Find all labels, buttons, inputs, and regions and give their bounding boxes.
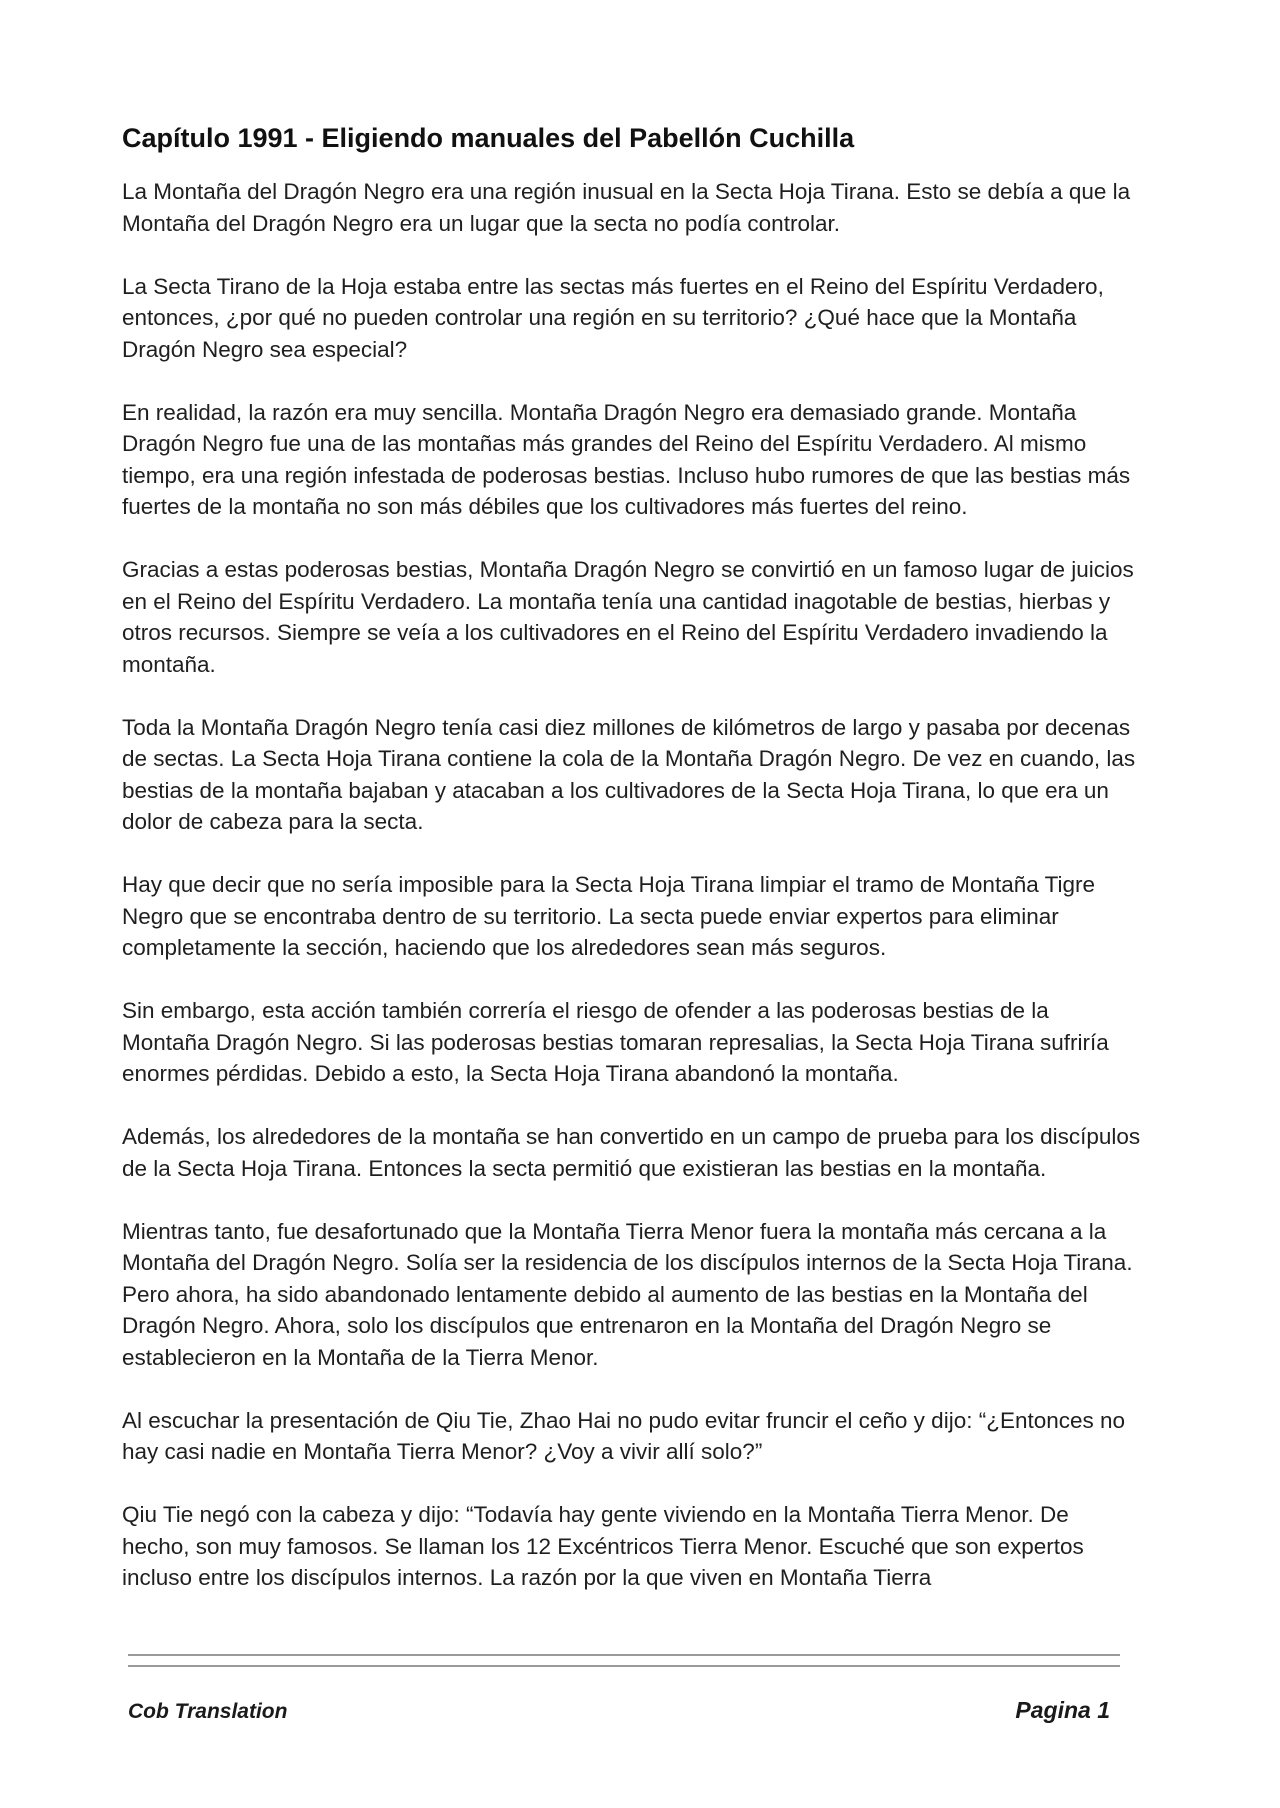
paragraph-7: Sin embargo, esta acción también correría el riesgo de ofender a las poderosas bestias de la Montaña Dragón Negro. Si las poderosas bestias tomaran represalias, la Secta Hoja Tirana sufriría enormes pérdidas. Debido a esto, la Secta Hoja Tirana abandonó la montaña.: [122, 998, 1109, 1086]
document-body: [122, 118, 1142, 1625]
footer-page-number: Pagina 1: [1015, 1697, 1110, 1723]
chapter-title: Capítulo 1991 - Eligiendo manuales del Pabellón Cuchilla: [122, 123, 855, 153]
paragraph-4: Gracias a estas poderosas bestias, Montaña Dragón Negro se convirtió en un famoso lugar de juicios en el Reino del Espíritu Verdadero. La montaña tenía una cantidad inagotable de bestias, hierbas y otros recursos. Siempre se veía a los cultivadores en el Reino del Espíritu Verdadero invadiendo la montaña.: [122, 557, 1134, 677]
footer-divider-top: [128, 1654, 1120, 1656]
paragraph-11: Qiu Tie negó con la cabeza y dijo: “Todavía hay gente viviendo en la Montaña Tierra Menor. De hecho, son muy famosos. Se llaman los 12 Excéntricos Tierra Menor. Escuché que son expertos incluso entre los discípulos internos. La razón por la que viven en Montaña Tierra: [122, 1502, 1084, 1590]
paragraph-2: La Secta Tirano de la Hoja estaba entre las sectas más fuertes en el Reino del Espíritu Verdadero, entonces, ¿por qué no pueden controlar una región en su territorio? ¿Qué hace que la Montaña Dragón Negro sea especial?: [122, 273, 1104, 362]
footer-translator-credit: Cob Translation: [128, 1700, 288, 1723]
paragraph-10: Al escuchar la presentación de Qiu Tie, Zhao Hai no pudo evitar fruncir el ceño y dijo: “¿Entonces no hay casi nadie en Montaña Tierra Menor? ¿Voy a vivir allí solo?”: [122, 1407, 1126, 1464]
paragraph-1: La Montaña del Dragón Negro era una región inusual en la Secta Hoja Tirana. Esto se debía a que la Montaña del Dragón Negro era un lugar que la secta no podía controlar.: [122, 179, 1131, 236]
paragraph-5: Toda la Montaña Dragón Negro tenía casi diez millones de kilómetros de largo y pasaba por decenas de sectas. La Secta Hoja Tirana contiene la cola de la Montaña Dragón Negro. De vez en cuando, las bestias de la montaña bajaban y atacaban a los cultivadores de la Secta Hoja Tirana, lo que era un dolor de cabeza para la secta.: [122, 714, 1136, 834]
footer-divider-bottom: [128, 1665, 1120, 1667]
paragraph-6: Hay que decir que no sería imposible para la Secta Hoja Tirana limpiar el tramo de Montaña Tigre Negro que se encontraba dentro de su territorio. La secta puede enviar expertos para eliminar completamente la sección, haciendo que los alrededores sean más seguros.: [122, 872, 1096, 960]
paragraph-8: Además, los alrededores de la montaña se han convertido en un campo de prueba para los discípulos de la Secta Hoja Tirana. Entonces la secta permitió que existieran las bestias en la montaña.: [122, 1124, 1141, 1181]
paragraph-9: Mientras tanto, fue desafortunado que la Montaña Tierra Menor fuera la montaña más cercana a la Montaña del Dragón Negro. Solía ser la residencia de los discípulos internos de la Secta Hoja Tirana. Pero ahora, ha sido abandonado lentamente debido al aumento de las bestias en la Montaña del Dragón Negro. Ahora, solo los discípulos que entrenaron en la Montaña del Dragón Negro se establecieron en la Montaña de la Tierra Menor.: [122, 1218, 1133, 1370]
paragraph-3: En realidad, la razón era muy sencilla. Montaña Dragón Negro era demasiado grande. Montaña Dragón Negro fue una de las montañas más grandes del Reino del Espíritu Verdadero. Al mismo tiempo, era una región infestada de poderosas bestias. Incluso hubo rumores de que las bestias más fuertes de la montaña no son más débiles que los cultivadores más fuertes del reino.: [122, 399, 1131, 519]
